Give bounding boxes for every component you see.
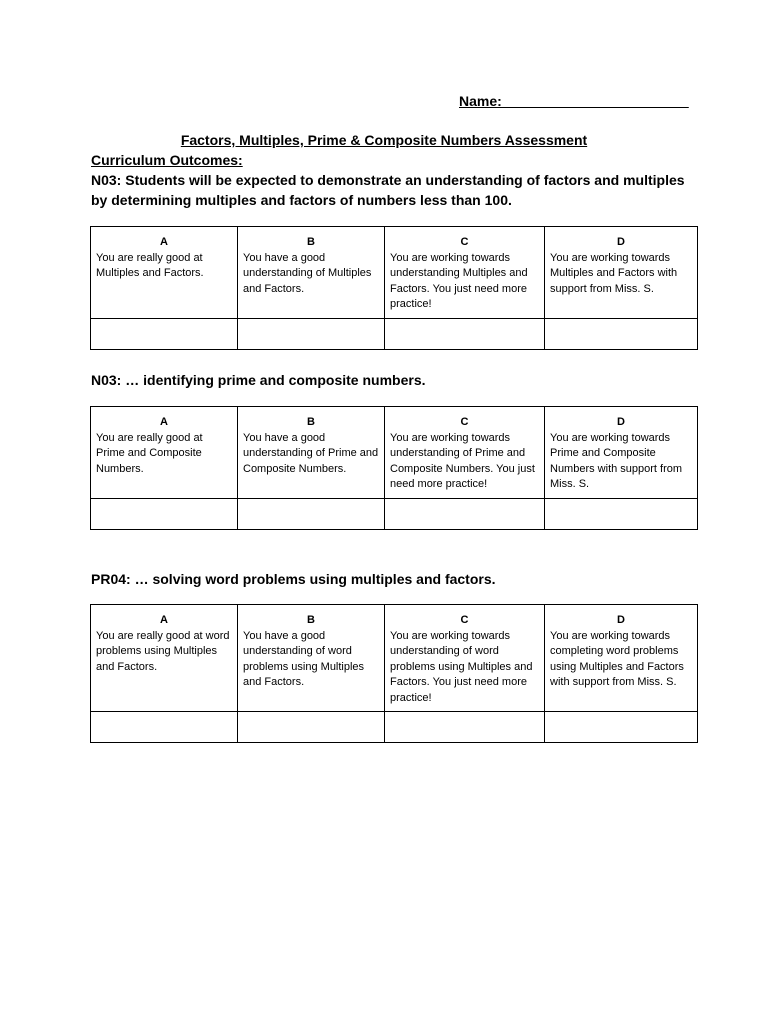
- mark-cell-a[interactable]: [91, 318, 238, 349]
- level-description: You are really good at Prime and Composite Numbers.: [96, 431, 203, 475]
- rubric-table-3: [90, 604, 698, 743]
- mark-cell-c[interactable]: [385, 318, 545, 349]
- outcome-3-text: PR04: … solving word problems using multiples and factors.: [91, 571, 496, 587]
- outcome-1-text: N03: Students will be expected to demonstrate an understanding of factors and multiples by determining multiples and factors of numbers less than 100.: [91, 172, 685, 208]
- grade-label: D: [617, 614, 625, 626]
- mark-cell-c[interactable]: [385, 712, 545, 743]
- curriculum-outcomes-heading: Curriculum Outcomes:: [91, 152, 243, 168]
- level-description: You are really good at Multiples and Factors.: [96, 251, 204, 279]
- mark-cell-b[interactable]: [238, 712, 385, 743]
- mark-cell-a[interactable]: [91, 712, 238, 743]
- rubric-levels-row: [91, 605, 698, 712]
- mark-cell-d[interactable]: [545, 318, 698, 349]
- level-description: You are working towards Multiples and Factors with support from Miss. S.: [550, 251, 678, 295]
- mark-cell-b[interactable]: [238, 498, 385, 529]
- grade-label: A: [160, 416, 168, 428]
- level-description: You are working towards understanding Multiples and Factors. You just need more practice!: [390, 251, 528, 310]
- rubric-levels-row: [91, 227, 698, 319]
- level-c-cell: [385, 227, 545, 319]
- mark-cell-a[interactable]: [91, 498, 238, 529]
- level-b-cell: [238, 605, 385, 712]
- grade-label: B: [307, 614, 315, 626]
- level-description: You are working towards understanding of Prime and Composite Numbers. You just need more practice!: [390, 431, 535, 490]
- grade-label: C: [460, 236, 469, 248]
- grade-label: C: [460, 614, 469, 626]
- level-d-cell: [545, 227, 698, 319]
- mark-cell-c[interactable]: [385, 498, 545, 529]
- grade-label: A: [160, 236, 168, 248]
- grade-label: B: [307, 416, 315, 428]
- mark-cell-d[interactable]: [545, 498, 698, 529]
- mark-cell-b[interactable]: [238, 318, 385, 349]
- rubric-mark-row: [91, 712, 698, 743]
- document-title: Factors, Multiples, Prime & Composite Numbers Assessment: [180, 132, 588, 148]
- rubric-table-1: [90, 226, 698, 350]
- level-a-cell: [91, 605, 238, 712]
- level-a-cell: [91, 407, 238, 499]
- level-description: You have a good understanding of Multiples and Factors.: [243, 251, 372, 295]
- level-b-cell: [238, 227, 385, 319]
- level-description: You are working towards Prime and Composite Numbers with support from Miss. S.: [550, 431, 683, 490]
- level-description: You are really good at word problems using Multiples and Factors.: [96, 629, 230, 673]
- name-field[interactable]: Name:________________________: [459, 93, 689, 109]
- outcome-2-text: N03: … identifying prime and composite numbers.: [91, 372, 426, 388]
- grade-label: C: [460, 416, 469, 428]
- rubric-levels-row: [91, 407, 698, 499]
- rubric-mark-row: [91, 318, 698, 349]
- level-description: You have a good understanding of word problems using Multiples and Factors.: [243, 629, 365, 688]
- grade-label: D: [617, 236, 625, 248]
- grade-label: D: [617, 416, 625, 428]
- grade-label: A: [160, 614, 168, 626]
- mark-cell-d[interactable]: [545, 712, 698, 743]
- rubric-table-2: [90, 406, 698, 530]
- level-description: You have a good understanding of Prime and Composite Numbers.: [243, 431, 379, 475]
- level-c-cell: [385, 605, 545, 712]
- level-a-cell: [91, 227, 238, 319]
- level-b-cell: [238, 407, 385, 499]
- level-d-cell: [545, 605, 698, 712]
- level-d-cell: [545, 407, 698, 499]
- rubric-mark-row: [91, 498, 698, 529]
- level-description: You are working towards understanding of word problems using Multiples and Factors. You just need more practice!: [390, 629, 533, 704]
- level-c-cell: [385, 407, 545, 499]
- level-description: You are working towards completing word problems using Multiples and Factors with support from Miss. S.: [550, 629, 684, 688]
- grade-label: B: [307, 236, 315, 248]
